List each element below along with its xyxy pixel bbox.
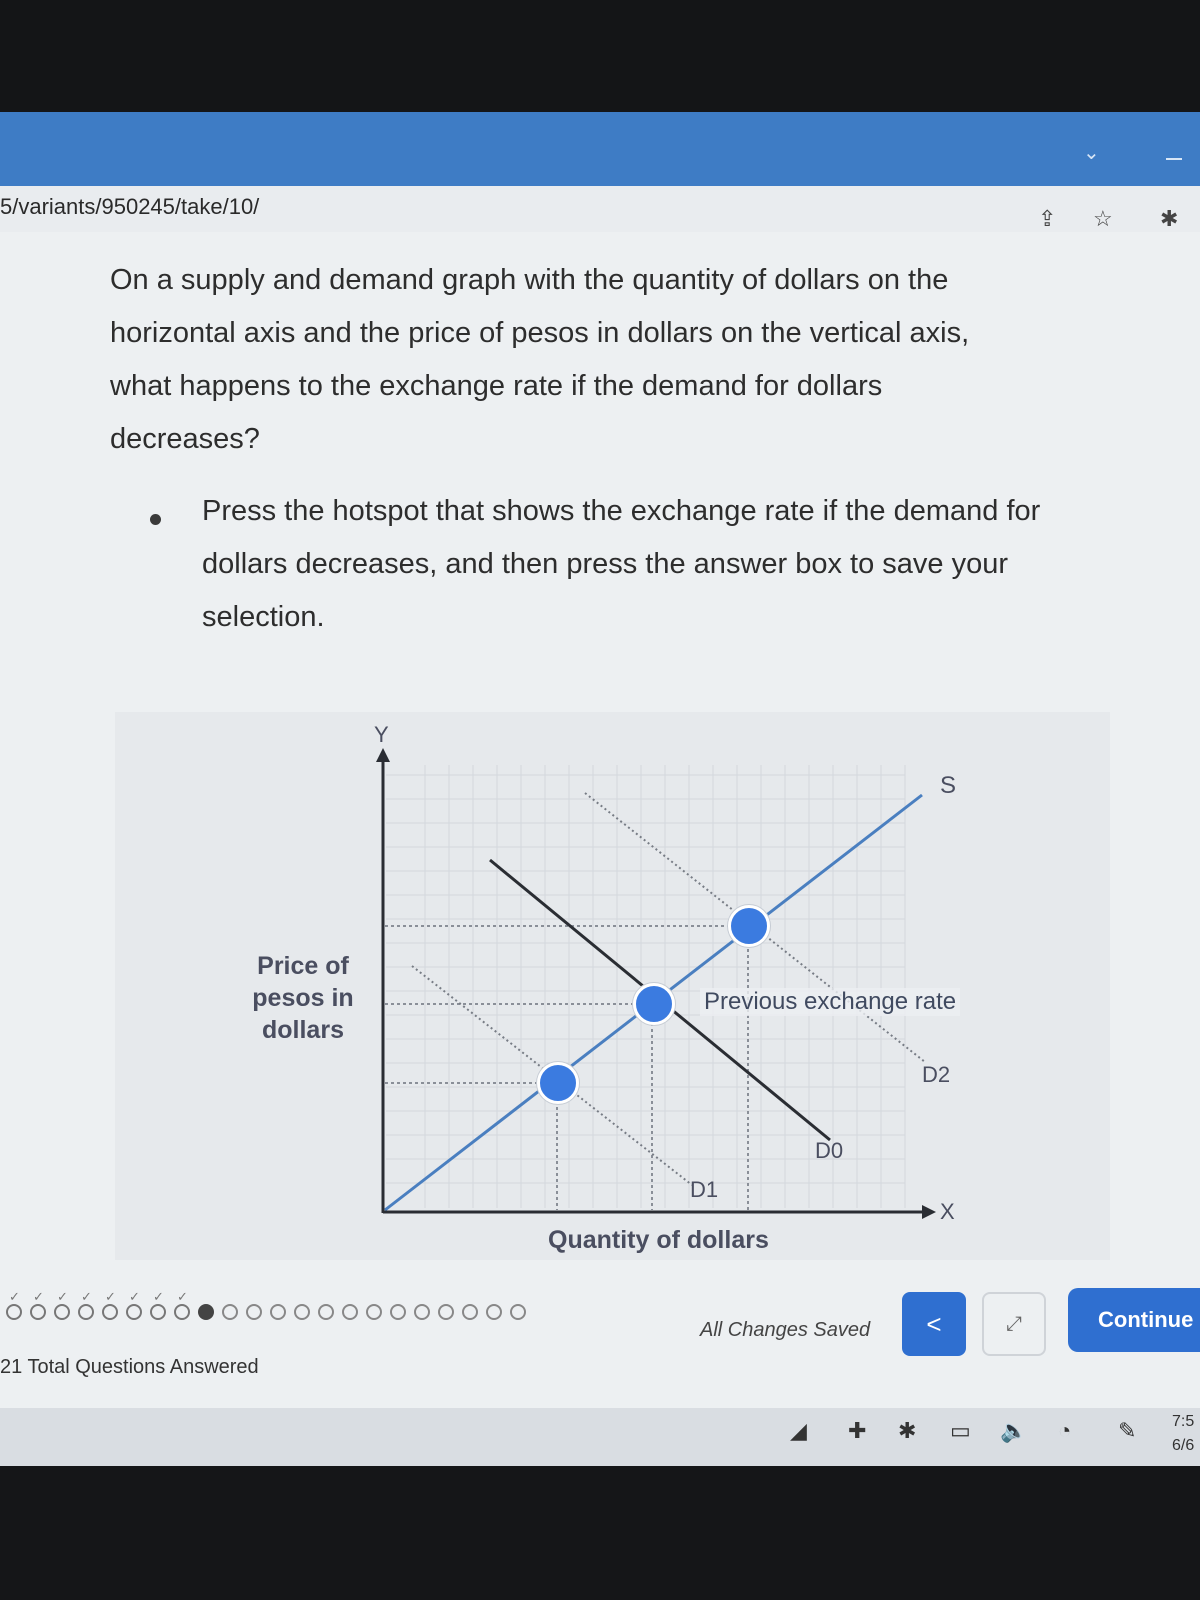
expand-button[interactable] xyxy=(982,1292,1046,1356)
clock-time: 7:5 xyxy=(1172,1413,1195,1430)
demand-label-d1: D1 xyxy=(690,1177,719,1202)
chevron-left-icon: < xyxy=(926,1309,942,1339)
star-icon[interactable]: ☆ xyxy=(1093,206,1113,231)
expand-icon: ⤢ xyxy=(1006,1313,1022,1335)
question-dot-current[interactable] xyxy=(198,1304,214,1320)
question-dot-unanswered[interactable] xyxy=(366,1304,382,1320)
wifi-icon[interactable]: ◔ xyxy=(1058,1418,1072,1443)
question-dot-unanswered[interactable] xyxy=(462,1304,478,1320)
question-dot-answered[interactable] xyxy=(78,1304,94,1320)
question-dot-unanswered[interactable] xyxy=(294,1304,310,1320)
pen-icon[interactable]: ✎ xyxy=(1118,1418,1137,1443)
hotspot-d2-equilibrium[interactable] xyxy=(728,905,770,947)
demand-label-d2: D2 xyxy=(922,1062,951,1087)
instruction-text: Press the hotspot that shows the exchange rate if the demand for dollars decreases, and then press the answer box to save your selection. xyxy=(202,495,1041,633)
y-axis-label: Price of pesos in dollars xyxy=(252,952,354,1044)
volume-icon[interactable]: 🔈 xyxy=(1000,1418,1028,1443)
y-axis-arrow-icon xyxy=(376,748,390,762)
question-dot-answered[interactable] xyxy=(54,1304,70,1320)
question-dot-unanswered[interactable] xyxy=(486,1304,502,1320)
system-clock[interactable] xyxy=(1172,1410,1194,1458)
share-icon[interactable]: ⇪ xyxy=(1038,206,1057,231)
previous-exchange-rate-label: Previous exchange rate xyxy=(700,988,960,1016)
vpn-icon[interactable]: ✚ xyxy=(848,1418,867,1443)
question-dot-unanswered[interactable] xyxy=(438,1304,454,1320)
bluetooth-icon[interactable]: ✱ xyxy=(898,1418,917,1443)
app-icon[interactable]: ◢ xyxy=(790,1418,807,1443)
save-status: All Changes Saved xyxy=(700,1319,871,1341)
x-axis-arrow-icon xyxy=(922,1205,936,1219)
total-answered: 21 Total Questions Answered xyxy=(0,1356,259,1378)
continue-button[interactable]: Continue xyxy=(1068,1288,1200,1352)
screen-bezel-bottom xyxy=(0,1466,1200,1600)
question-dot-unanswered[interactable] xyxy=(342,1304,358,1320)
extensions-icon[interactable]: ✱ xyxy=(1160,206,1179,231)
x-axis-label: Quantity of dollars xyxy=(548,1226,769,1254)
back-button[interactable] xyxy=(902,1292,966,1356)
question-dot-answered[interactable] xyxy=(174,1304,190,1320)
hotspot-d0-equilibrium[interactable] xyxy=(633,983,675,1025)
question-dot-unanswered[interactable] xyxy=(246,1304,262,1320)
url-text[interactable]: 5/variants/950245/take/10/ xyxy=(0,194,260,219)
question-dot-answered[interactable] xyxy=(126,1304,142,1320)
supply-label: S xyxy=(940,772,957,799)
question-dot-unanswered[interactable] xyxy=(510,1304,526,1320)
question-dot-unanswered[interactable] xyxy=(270,1304,286,1320)
x-axis-letter: X xyxy=(940,1199,955,1224)
question-dot-unanswered[interactable] xyxy=(414,1304,430,1320)
battery-icon[interactable]: ▭ xyxy=(950,1418,971,1443)
question-dot-unanswered[interactable] xyxy=(390,1304,406,1320)
chevron-down-icon[interactable]: ⌄ xyxy=(1083,142,1100,164)
question-dot-answered[interactable] xyxy=(102,1304,118,1320)
question-dot-answered[interactable] xyxy=(150,1304,166,1320)
question-text: On a supply and demand graph with the quantity of dollars on the horizontal axis and the price of pesos in dollars on the vertical axis, what happens to the exchange rate if the demand for dollars decreases? xyxy=(110,264,970,455)
demand-label-d0: D0 xyxy=(815,1138,844,1163)
question-dot-unanswered[interactable] xyxy=(222,1304,238,1320)
question-dot-answered[interactable] xyxy=(30,1304,46,1320)
clock-date: 6/6 xyxy=(1172,1437,1195,1454)
hotspot-d1-equilibrium[interactable] xyxy=(537,1062,579,1104)
y-axis-letter: Y xyxy=(374,722,389,747)
question-dot-answered[interactable] xyxy=(6,1304,22,1320)
question-dot-unanswered[interactable] xyxy=(318,1304,334,1320)
